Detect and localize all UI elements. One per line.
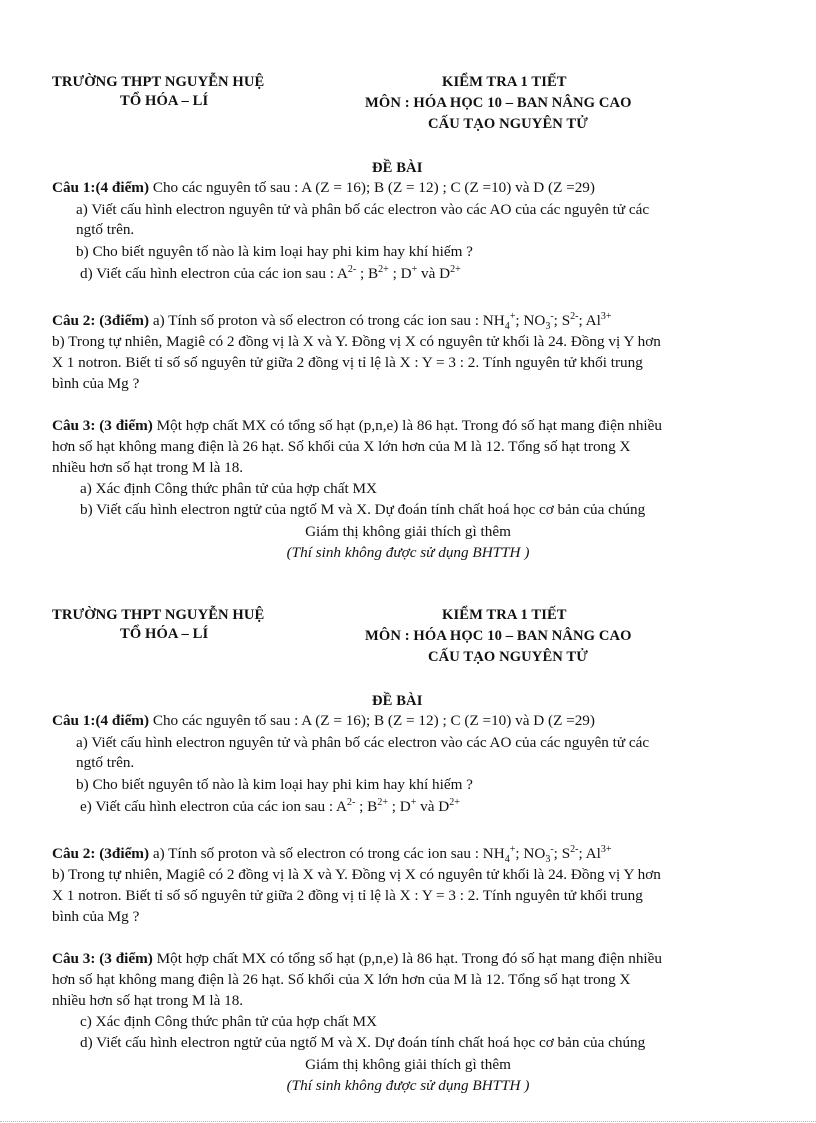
- question-1c-sep2: ; D: [387, 798, 411, 815]
- nh4-subscript: 4: [504, 321, 510, 333]
- al-charge: 3+: [600, 310, 612, 322]
- question-1a-line2: ngtố trên.: [76, 221, 135, 238]
- question-3-label: Câu 3: (3 điểm): [52, 950, 153, 967]
- question-1c-sep1: ; B: [355, 798, 378, 815]
- no-table-note: (Thí sinh không được sử dụng BHTTH ): [286, 1077, 530, 1094]
- s-charge: 2-: [570, 843, 579, 855]
- ion-d2-charge: 2+: [450, 263, 461, 275]
- question-2b-line1: b) Trong tự nhiên, Magiê có 2 đồng vị là X và Y. Đồng vị X có nguyên tử khối là 24. Đồng vị Y hơn: [52, 866, 661, 883]
- question-1c-sep1: ; B: [356, 265, 379, 282]
- no-table-note: (Thí sinh không được sử dụng BHTTH ): [286, 544, 530, 561]
- question-1a-line1: a) Viết cấu hình electron nguyên tử và phân bố các electron vào các AO của các nguyên tử các: [76, 201, 650, 218]
- s-charge: 2-: [570, 310, 579, 322]
- exam-title: KIỂM TRA 1 TIẾT: [442, 607, 567, 623]
- question-1-label: Câu 1:(4 điểm): [52, 712, 150, 729]
- question-3a: a) Xác định Công thức phân tử của hợp chất MX: [80, 480, 377, 497]
- school-name: TRƯỜNG THPT NGUYỄN HUỆ: [52, 74, 265, 90]
- department-name: TỔ HÓA – LÍ: [120, 626, 209, 642]
- question-1c-text: d) Viết cấu hình electron của các ion sau : A: [80, 265, 348, 282]
- question-2b-line2: X 1 notron. Biết tỉ số số nguyên tử giữa 2 đồng vị tỉ lệ là X : Y = 3 : 2. Tính nguyên tử khối trung: [52, 354, 643, 371]
- question-3-line3: nhiều hơn số hạt trong M là 18.: [52, 992, 244, 1009]
- s-text: ; S: [553, 845, 571, 862]
- question-1-intro: [52, 711, 595, 730]
- exam-title: KIỂM TRA 1 TIẾT: [442, 74, 567, 90]
- question-2-intro: [52, 310, 612, 333]
- ion-b-charge: 2+: [377, 796, 388, 808]
- department-name: TỔ HÓA – LÍ: [120, 93, 209, 109]
- question-3b: d) Viết cấu hình electron ngtử của ngtố M và X. Dự đoán tính chất hoá học cơ bản của chúng: [80, 1034, 646, 1051]
- ion-d2-charge: 2+: [449, 796, 460, 808]
- question-1c: [80, 264, 461, 283]
- question-3-text: Một hợp chất MX có tổng số hạt (p,n,e) là 86 hạt. Trong đó số hạt mang điện nhiều: [152, 950, 662, 967]
- proctor-note: Giám thị không giải thích gì thêm: [305, 523, 511, 540]
- question-3-line1: [52, 416, 662, 435]
- question-1a-line2: ngtố trên.: [76, 754, 135, 771]
- question-2-intro: [52, 843, 612, 866]
- question-3-line2: hơn số hạt không mang điện là 26 hạt. Số khối của X lớn hơn của M là 12. Tổng số hạt trong X: [52, 971, 631, 988]
- question-3-line2: hơn số hạt không mang điện là 26 hạt. Số khối của X lớn hơn của M là 12. Tổng số hạt trong X: [52, 438, 631, 455]
- school-name: TRƯỜNG THPT NGUYỄN HUỆ: [52, 607, 265, 623]
- al-text: ; Al: [578, 312, 601, 329]
- nh4-charge: +: [509, 310, 516, 322]
- no3-subscript: 3: [545, 321, 551, 333]
- topic-line: CẤU TẠO NGUYÊN TỬ: [428, 116, 588, 132]
- no3-charge: -: [550, 310, 554, 322]
- question-1-text: Cho các nguyên tố sau : A (Z = 16); B (Z = 12) ; C (Z =10) và D (Z =29): [149, 179, 595, 196]
- question-1c: [80, 797, 460, 816]
- ion-d1-charge: +: [410, 796, 417, 808]
- topic-line: CẤU TẠO NGUYÊN TỬ: [428, 649, 588, 665]
- ion-b-charge: 2+: [378, 263, 389, 275]
- no3-charge: -: [550, 843, 554, 855]
- al-charge: 3+: [600, 843, 612, 855]
- ion-a-charge: 2-: [347, 796, 356, 808]
- question-3b: b) Viết cấu hình electron ngtử của ngtố M và X. Dự đoán tính chất hoá học cơ bản của chúng: [80, 501, 646, 518]
- nh4-subscript: 4: [504, 854, 510, 866]
- de-bai-heading: ĐỀ BÀI: [372, 693, 423, 709]
- question-2-text: a) Tính số proton và số electron có trong các ion sau : NH: [149, 312, 505, 329]
- question-3-text: Một hợp chất MX có tổng số hạt (p,n,e) là 86 hạt. Trong đó số hạt mang điện nhiều: [152, 417, 662, 434]
- question-1-intro: [52, 178, 595, 197]
- proctor-note: Giám thị không giải thích gì thêm: [305, 1056, 511, 1073]
- al-text: ; Al: [578, 845, 601, 862]
- question-2b-line1: b) Trong tự nhiên, Magiê có 2 đồng vị là X và Y. Đồng vị X có nguyên tử khối là 24. Đồng vị Y hơn: [52, 333, 661, 350]
- de-bai-heading: ĐỀ BÀI: [372, 160, 423, 176]
- no3-subscript: 3: [545, 854, 551, 866]
- question-1b: b) Cho biết nguyên tố nào là kim loại hay phi kim hay khí hiếm ?: [76, 243, 473, 260]
- ion-a-charge: 2-: [347, 263, 357, 275]
- nh4-charge: +: [509, 843, 516, 855]
- question-1c-text: e) Viết cấu hình electron của các ion sau : A: [80, 798, 348, 815]
- question-3-label: Câu 3: (3 điểm): [52, 417, 153, 434]
- page-bottom-divider: [0, 1121, 816, 1122]
- no3-text: ; NO: [515, 845, 546, 862]
- subject-line: MÔN : HÓA HỌC 10 – BAN NÂNG CAO: [365, 95, 632, 111]
- no3-text: ; NO: [515, 312, 546, 329]
- question-2b-line2: X 1 notron. Biết tỉ số số nguyên tử giữa 2 đồng vị tỉ lệ là X : Y = 3 : 2. Tính nguyên tử khối trung: [52, 887, 643, 904]
- question-2-text: a) Tính số proton và số electron có trong các ion sau : NH: [149, 845, 505, 862]
- ion-d1-charge: +: [411, 263, 418, 275]
- question-3-line3: nhiều hơn số hạt trong M là 18.: [52, 459, 244, 476]
- question-1c-sep3: và D: [416, 798, 450, 815]
- question-3a: c) Xác định Công thức phân tử của hợp chất MX: [80, 1013, 377, 1030]
- question-2b-line3: bình của Mg ?: [52, 908, 140, 925]
- question-1a-line1: a) Viết cấu hình electron nguyên tử và phân bố các electron vào các AO của các nguyên tử các: [76, 734, 650, 751]
- subject-line: MÔN : HÓA HỌC 10 – BAN NÂNG CAO: [365, 628, 632, 644]
- exam-sheet-1: [0, 0, 816, 561]
- exam-sheet-2: [0, 533, 816, 1094]
- question-2-label: Câu 2: (3điểm): [52, 312, 150, 329]
- question-1c-sep3: và D: [417, 265, 451, 282]
- question-1-label: Câu 1:(4 điểm): [52, 179, 150, 196]
- question-1-text: Cho các nguyên tố sau : A (Z = 16); B (Z = 12) ; C (Z =10) và D (Z =29): [149, 712, 595, 729]
- question-1b: b) Cho biết nguyên tố nào là kim loại hay phi kim hay khí hiếm ?: [76, 776, 473, 793]
- question-2-label: Câu 2: (3điểm): [52, 845, 150, 862]
- s-text: ; S: [553, 312, 571, 329]
- question-2b-line3: bình của Mg ?: [52, 375, 140, 392]
- question-3-line1: [52, 949, 662, 968]
- question-1c-sep2: ; D: [388, 265, 412, 282]
